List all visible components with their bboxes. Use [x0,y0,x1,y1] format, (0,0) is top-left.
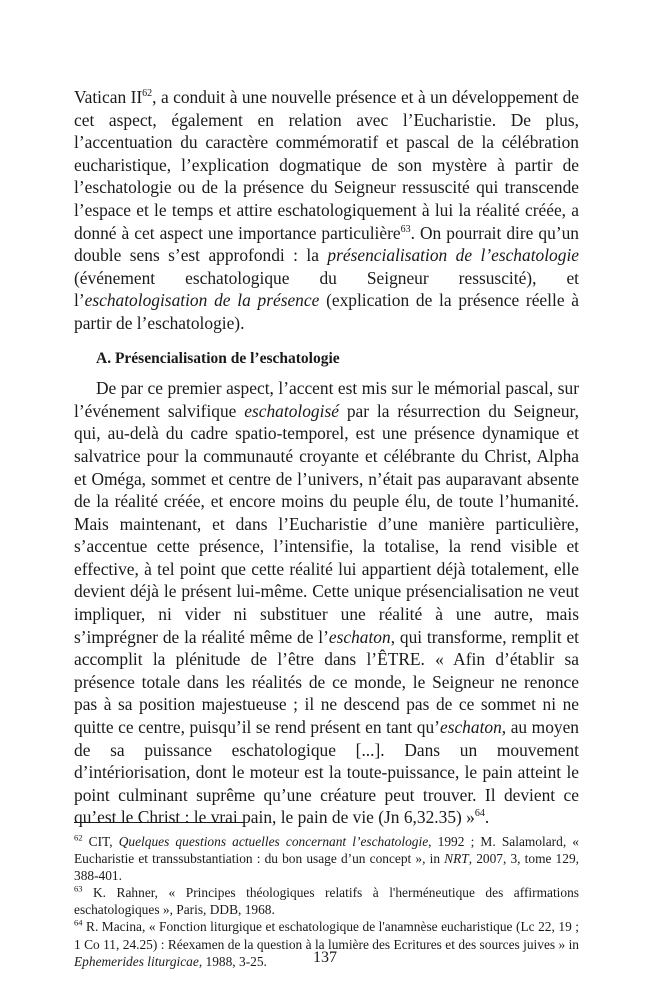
text-run: , 2007, 3, tome 129, 388-401. [74,851,579,884]
footnote-ref-64: 64 [474,808,485,820]
footnote-ref-62: 62 [142,88,153,100]
italic-text: eschaton [439,717,502,738]
text-run: , 1992 ; M. Salamolard, « Eucharistie et transsubstantiation : du bon usage d’un concept », in [74,834,580,867]
text-run: (événement eschatologique du Seigneur ressuscité), et l’ [74,267,579,311]
text-run: (explication de la présence réelle à partir de l’eschatologie). [74,290,580,333]
text-run: R. Macina, « Fonction liturgique et eschatologique de l'anamnèse eucharistique (Lc 22, 19 ; 1 Co 11, 24.25) : Réexamen de la question à la lumière des Ecritures et des sources juives » in [74,919,579,952]
footnote-ref-63: 63 [400,223,411,235]
italic-text: Quelques questions actuelles concernant l’eschatologie [118,834,429,849]
page-number: 137 [313,949,337,966]
section-heading: A. Présencialisation de l’eschatologie [96,349,340,367]
italic-text: eschaton [328,626,391,647]
paragraph-2 [74,377,579,829]
italic-text: Ephemerides liturgicae [74,953,199,969]
main-text [74,86,579,829]
text-run: . On pourrait dire qu’un double sens s’est approfondi : la [74,222,579,266]
footnote-number: 62 [74,832,83,843]
text-run: , 1988, 3-25. [198,953,267,969]
italic-text: présencialisation de l’eschatologie [327,245,579,266]
text-run: K. Rahner, « Principes théologiques relatifs à l'herméneutique des affirmations eschatologiques », Paris, DDB, 1968. [74,885,579,918]
italic-text: NRT [444,851,469,867]
italic-text: eschatologisé [244,400,339,421]
text-run: CIT, [82,834,119,849]
text-run: De par ce premier aspect, l’accent est mis sur le mémorial pascal, sur l’événement salvifique [74,378,579,421]
text-run: , au moyen de sa puissance eschatologique [...]. Dans un mouvement d’intériorisation, dont le moteur est la toute-puissance, le pain atteint le point culminant suprême qu’une créature peut trouver. Il devient ce qu’est le Christ : le vrai pain, le pain de vie (Jn 6,32.35) » [74,717,579,828]
footnote-number: 63 [74,883,83,894]
text-run: Vatican II [74,87,143,107]
text-run: par la résurrection du Seigneur, qui, au-delà du cadre spatio-temporel, est une présence dynamique et salvatrice pour la communauté croyante et célébrante du Christ, Alpha et Oméga, sommet et centre de l’univers, n’était pas auparavant absente de la réalité créée, et encore moins du peuple élu, de toute l’humanité. Mais maintenant, et dans l’Eucharistie d’une manière particulière, s’accentue cette présence, l’intensifie, la totalise, la rend visible et effective, à tel point que cette réalité lui appartient déjà totalement, elle devient déjà le présent lui-même. Cette unique présencialisation ne veut impliquer, ni vider ni substituer une réalité à une autre, mais s’imprégner de la réalité même de l’ [74,400,579,647]
italic-text: eschatologisation de la présence [84,290,320,311]
paragraph-1 [74,86,579,335]
text-run: , a conduit à une nouvelle présence et à un développement de cet aspect, également en relation avec l’Eucharistie. De plus, l’accentuation du caractère commémoratif et pascal de la célébration eucharistique, l’explication dogmatique de son mystère à partir de l’eschatologie ou de la présence du Seigneur ressuscité qui transcende l’espace et le temps et attire eschatologiquement à lui la réalité créée, a donné à cet aspect une importance particulière [74,87,580,243]
text-run: . [484,807,490,828]
footnote-number: 64 [74,918,83,928]
footnote-63 [74,884,579,918]
text-run: , qui transforme, remplit et accomplit la plénitude de l’être dans l’ÊTRE. « Afin d’établir sa présence totale dans les réalités de ce monde, le Seigneur ne renonce pas à sa position majestueuse ; il ne descend pas de ce sommet ni ne quitte ce centre, puisqu’il se rend présent en tant qu’ [74,626,579,738]
footnote-62 [74,833,579,884]
footnote-separator [74,822,244,823]
